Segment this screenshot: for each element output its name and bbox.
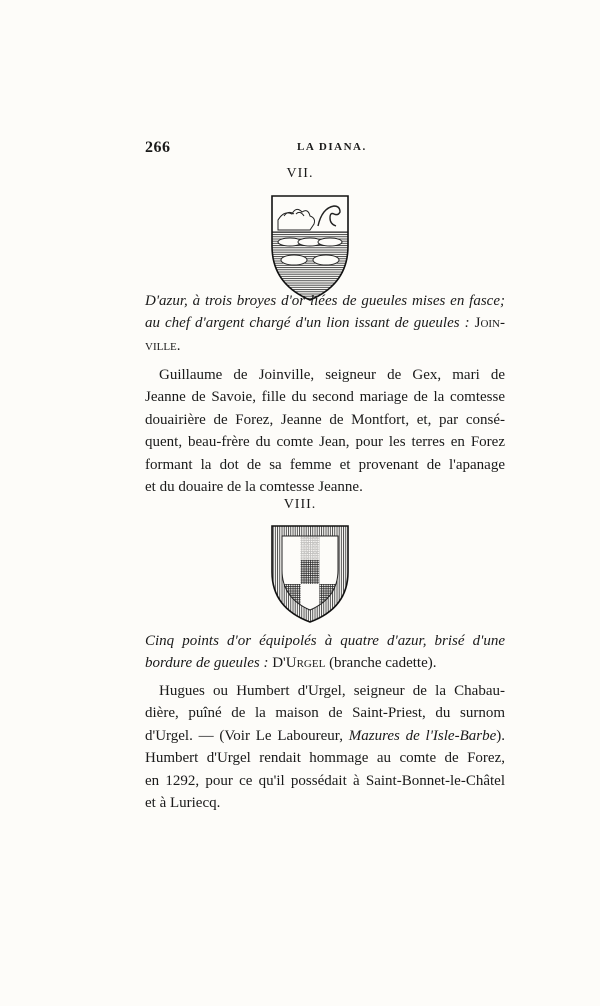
running-title: LA DIANA. — [297, 141, 367, 153]
blazon-vii-name: Join- — [474, 315, 505, 332]
body-vii-line: quent, beau-frère du comte Jean, pour les terres en Forez — [145, 434, 505, 451]
coat-of-arms-joinville — [270, 194, 350, 302]
body-vii-line: formant la dot de sa femme et provenant de l'apanage — [145, 456, 505, 473]
body-viii-line: Humbert d'Urgel rendait hommage au comte de Forez, — [145, 750, 505, 767]
blazon-viii-line: bordure de gueules : D'Urgel (branche cadette). — [145, 655, 437, 672]
blazon-viii — [145, 630, 505, 675]
page-header — [145, 139, 505, 159]
body-vii-line: Guillaume de Joinville, seigneur de Gex, mari de — [159, 367, 505, 383]
body-vii-line: Jeanne de Savoie, fille du second mariage de la comtesse — [145, 389, 505, 406]
body-viii — [145, 680, 505, 814]
body-viii-line: en 1292, pour ce qu'il possédait à Saint-Bonnet-le-Châtel — [145, 772, 505, 789]
blazon-vii-line: D'azur, à trois broyes d'or liées de gueules mises en fasce; — [145, 293, 505, 309]
section-numeral-viii: VIII. — [283, 497, 317, 512]
blazon-vii-line: au chef d'argent chargé d'un lion issant de gueules : Join- — [145, 315, 505, 332]
body-viii-line: dière, puîné de la maison de Saint-Priest, du surnom — [145, 705, 505, 722]
body-viii-line: Hugues ou Humbert d'Urgel, seigneur de la Chabau- — [159, 683, 505, 699]
shield-joinville-icon — [270, 194, 350, 302]
blazon-viii-name: Urgel — [285, 655, 326, 672]
body-viii-line: d'Urgel. — (Voir Le Laboureur, Mazures de l'Isle-Barbe). — [145, 727, 505, 744]
body-vii-line: douairière de Forez, Jeanne de Montfort, et, par consé- — [145, 411, 505, 428]
body-viii-line: et à Luriecq. — [145, 795, 221, 812]
body-vii — [145, 364, 505, 498]
cited-work-title: Mazures de l'Isle-Barbe — [348, 727, 497, 744]
blazon-vii — [145, 290, 505, 357]
section-numeral-vii: VII. — [286, 166, 314, 181]
page-number: 266 — [145, 139, 171, 156]
shield-urgel-icon — [270, 524, 350, 624]
blazon-vii-name-cont: ville. — [145, 337, 181, 354]
body-vii-line: et du douaire de la comtesse Jeanne. — [145, 479, 363, 496]
blazon-viii-line: Cinq points d'or équipolés à quatre d'azur, brisé d'une — [145, 633, 505, 649]
coat-of-arms-urgel — [270, 524, 350, 624]
